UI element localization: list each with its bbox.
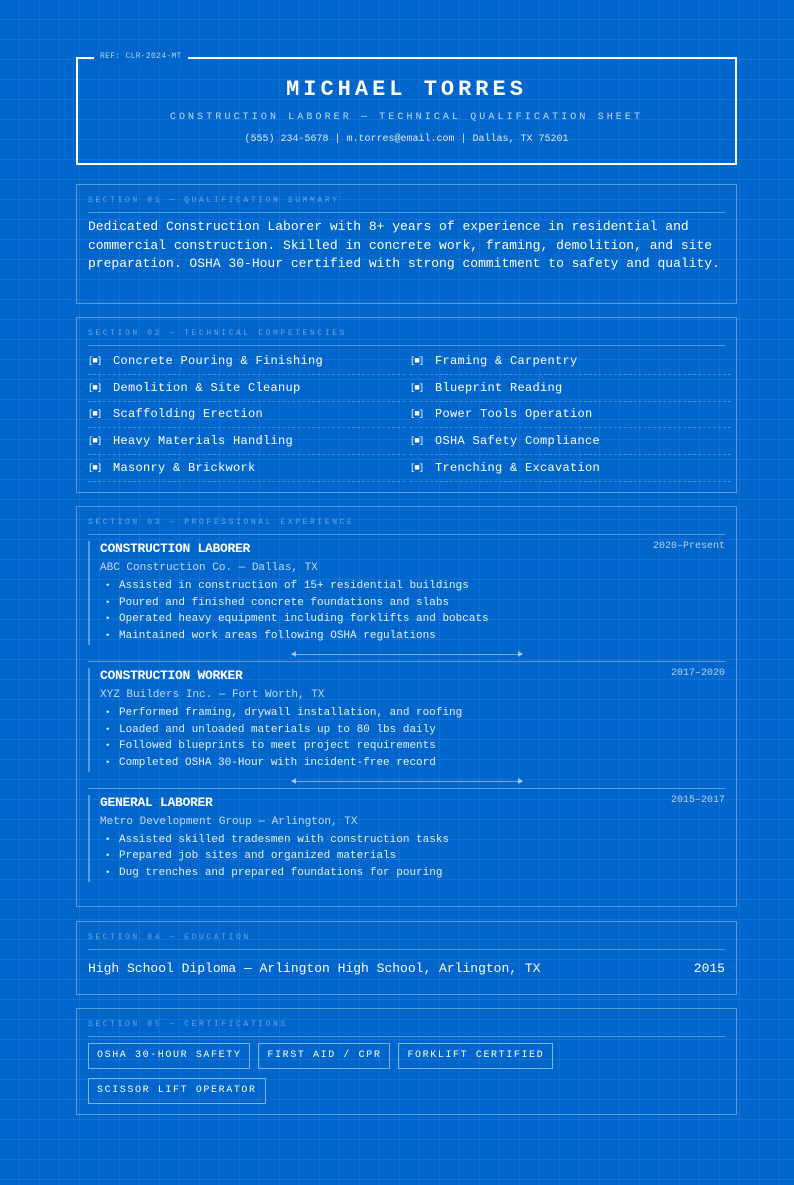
education-entry: [88, 950, 725, 976]
checkbox-square-icon: [■]: [88, 463, 102, 474]
skill-item: [88, 375, 405, 402]
checkbox-square-icon: [■]: [410, 409, 424, 420]
skill-item: [410, 455, 731, 482]
skill-item: [410, 402, 731, 429]
job-bullets: [100, 832, 725, 882]
skill-label: Blueprint Reading: [435, 380, 563, 395]
section-label: SECTION 05 — CERTIFICATIONS: [88, 1009, 725, 1037]
certification-badge: OSHA 30-HOUR SAFETY: [88, 1043, 250, 1069]
job-bullets: [100, 705, 725, 772]
certifications-list: [88, 1037, 725, 1104]
checkbox-square-icon: [■]: [410, 382, 424, 393]
skill-label: Masonry & Brickwork: [113, 461, 256, 476]
job-date: 2017–2020: [670, 667, 725, 679]
job-subtitle: CONSTRUCTION LABORER — TECHNICAL QUALIFICATION SHEET: [169, 112, 644, 123]
job-company: XYZ Builders Inc. — Fort Worth, TX: [100, 688, 325, 701]
skill-item: [88, 455, 405, 482]
double-arrow-icon: [292, 781, 522, 782]
job-company: ABC Construction Co. — Dallas, TX: [100, 562, 318, 574]
job-date: 2015–2017: [670, 794, 725, 806]
skill-label: Concrete Pouring & Finishing: [113, 353, 324, 368]
checkbox-square-icon: [■]: [88, 382, 102, 393]
skills-grid: [88, 346, 725, 482]
job-bullet: • Operated heavy equipment including forklifts and bobcats: [100, 611, 725, 628]
job-bullet: • Dug trenches and prepared foundations for pouring: [100, 865, 725, 882]
candidate-name: MICHAEL TORRES: [286, 77, 527, 102]
job-date: 2020–Present: [652, 541, 725, 552]
skill-label: Demolition & Site Cleanup: [113, 380, 301, 395]
job-title: GENERAL LABORER: [100, 794, 213, 810]
job-bullet: • Completed OSHA 30-Hour with incident-free record: [100, 755, 725, 772]
checkbox-square-icon: [■]: [88, 355, 102, 366]
job-bullet: • Performed framing, drywall installation, and roofing: [100, 705, 725, 722]
skill-label: Scaffolding Erection: [113, 407, 264, 422]
skills-section: [76, 317, 737, 493]
education-section: [76, 921, 737, 995]
skill-item: [410, 375, 731, 402]
job-bullet: • Maintained work areas following OSHA regulations: [100, 628, 725, 645]
job-title: CONSTRUCTION WORKER: [100, 667, 243, 683]
job-company: Metro Development Group — Arlington, TX: [100, 815, 358, 828]
skill-label: Framing & Carpentry: [435, 353, 578, 368]
job-bullet: • Poured and finished concrete foundations and slabs: [100, 595, 725, 612]
job-bullet: • Followed blueprints to meet project requirements: [100, 738, 725, 755]
education-degree: High School Diploma — Arlington High School, Arlington, TX: [88, 961, 541, 976]
certifications-section: [76, 1008, 737, 1115]
checkbox-square-icon: [■]: [410, 355, 424, 366]
skill-label: Power Tools Operation: [435, 407, 593, 422]
certification-badge: FIRST AID / CPR: [258, 1043, 390, 1069]
checkbox-square-icon: [■]: [88, 409, 102, 420]
reference-code: REF: CLR-2024-MT: [94, 49, 188, 65]
job-bullet: • Loaded and unloaded materials up to 80 lbs daily: [100, 722, 725, 739]
skill-item: [410, 428, 731, 455]
skill-label: Heavy Materials Handling: [113, 434, 294, 449]
section-label: SECTION 04 — EDUCATION: [88, 922, 725, 950]
job-divider: [88, 772, 725, 789]
summary-section: [76, 184, 737, 304]
experience-section: [76, 506, 737, 907]
job-entry: [88, 789, 725, 882]
section-label: SECTION 02 — TECHNICAL COMPETENCIES: [88, 318, 725, 346]
summary-text: Dedicated Construction Laborer with 8+ years of experience in residential and commercial construction. Skilled in concrete work, framing, demolition, and site preparation. OSHA 30-Hour certified with strong commitment to safety and quality.: [88, 219, 720, 272]
resume-header: [76, 52, 737, 165]
job-bullet: • Prepared job sites and organized materials: [100, 848, 725, 865]
job-entry: [88, 535, 725, 662]
section-label: SECTION 01 — QUALIFICATION SUMMARY: [88, 185, 725, 213]
job-bullet: • Assisted in construction of 15+ residential buildings: [100, 578, 725, 595]
certification-badge: FORKLIFT CERTIFIED: [398, 1043, 553, 1069]
skill-item: [88, 428, 405, 455]
skill-item: [88, 402, 405, 429]
certification-badge: SCISSOR LIFT OPERATOR: [88, 1078, 266, 1104]
job-bullet: • Assisted skilled tradesmen with construction tasks: [100, 832, 725, 849]
checkbox-square-icon: [■]: [410, 463, 424, 474]
contact-info: (555) 234-5678 | m.torres@email.com | Dallas, TX 75201: [244, 134, 569, 145]
job-title: CONSTRUCTION LABORER: [100, 541, 251, 556]
job-entry: [88, 662, 725, 789]
job-divider: [88, 645, 725, 662]
checkbox-square-icon: [■]: [410, 436, 424, 447]
double-arrow-icon: [292, 654, 522, 655]
job-bullets: [100, 578, 725, 645]
skill-item: [88, 348, 405, 375]
checkbox-square-icon: [■]: [88, 436, 102, 447]
skill-label: Trenching & Excavation: [435, 461, 601, 476]
skill-item: [410, 348, 731, 375]
education-year: 2015: [693, 961, 725, 976]
skill-label: OSHA Safety Compliance: [435, 434, 601, 449]
section-label: SECTION 03 — PROFESSIONAL EXPERIENCE: [88, 507, 725, 535]
